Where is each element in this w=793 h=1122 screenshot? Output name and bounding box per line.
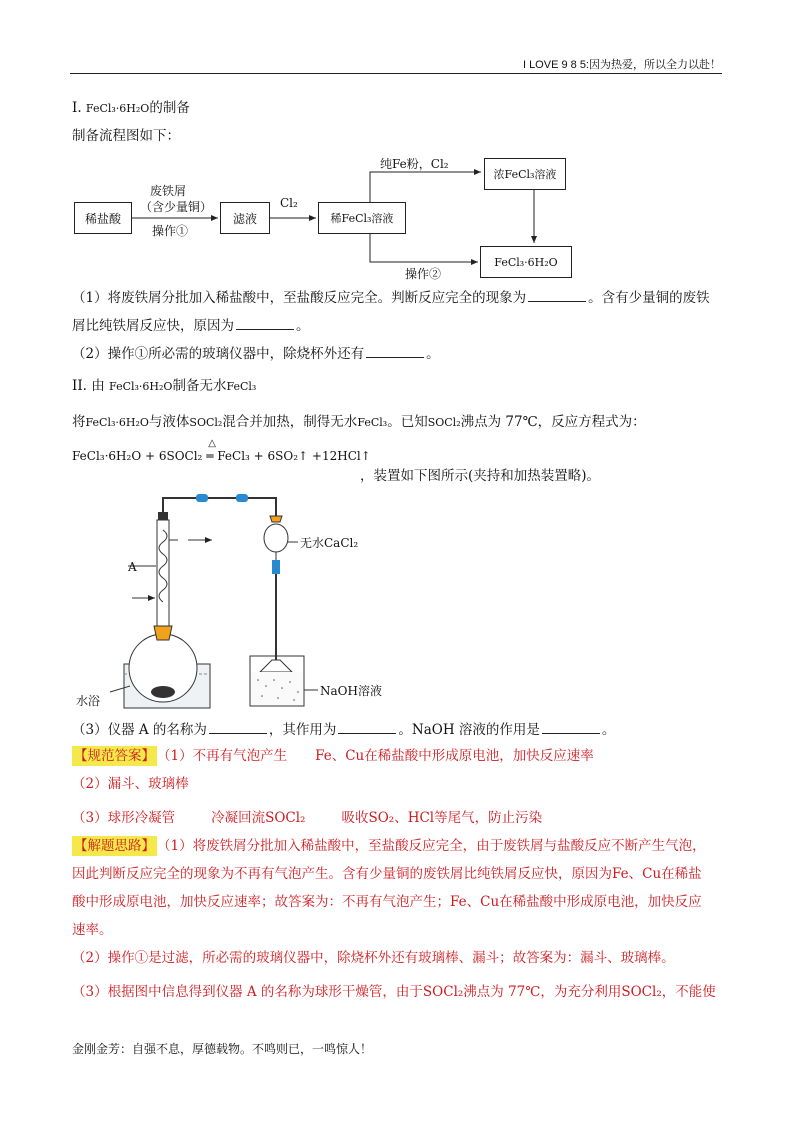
analysis-badge: 【解题思路】 <box>74 838 155 854</box>
flow-label-scrap-note: （含少量铜） <box>140 200 213 214</box>
section-title-text: 的制备 <box>149 100 190 116</box>
flow-box-acid: 稀盐酸 <box>74 202 132 234</box>
reaction-equation: FeCl₃·6H₂O + 6SOCl₂ △ ═ FeCl₃ + 6SO₂↑ +12HCl↑ <box>72 446 371 466</box>
flow-label-cl2: Cl₂ <box>280 196 298 210</box>
q1-text2: 屑比纯铁屑反应快，原因为 <box>72 318 234 334</box>
q3-text: 。 <box>601 722 616 738</box>
label-naoh: NaOH溶液 <box>320 684 382 698</box>
q1-text2-end: 。 <box>296 318 310 334</box>
formula: FeCl₃·6H₂O <box>85 102 150 115</box>
analysis-line2: 因此判断反应完全的现象为不再有气泡产生。含有少量铜的废铁屑比纯铁屑反应快，原因为Fe、Cu在稀盐 <box>72 866 702 882</box>
flow-label-op2: 操作② <box>405 267 442 281</box>
analysis-line6: （3）根据图中信息得到仪器 A 的名称为球形干燥管，由于SOCl₂沸点为 77℃，为充分利用SOCl₂，不能使 <box>72 984 716 1000</box>
intro-text: 将 <box>72 414 86 430</box>
section-number: I. <box>72 100 82 116</box>
page-footer: 金刚金芳：自强不息，厚德载物。不鸣则已，一鸣惊人！ <box>72 1042 373 1056</box>
answer-line1 <box>72 746 594 766</box>
q3-text: （3）仪器 A 的名称为 <box>72 722 207 738</box>
analysis-line1 <box>72 836 706 856</box>
flow-box-dilute: 稀FeCl₃溶液 <box>318 202 406 234</box>
answer-1a: （1）不再有气泡产生 <box>157 748 288 764</box>
label-instrument-a: A <box>128 560 137 574</box>
q3-line <box>72 720 615 740</box>
label-cacl2: 无水CaCl₂ <box>300 536 359 550</box>
answer-line3 <box>72 808 542 828</box>
answer-blank[interactable] <box>338 721 396 734</box>
section2-mid: 制备无水 <box>172 378 227 394</box>
page-header: I LOVE 9 8 5:因为热爱，所以全力以赴！ <box>522 59 721 71</box>
q2-text: （2）操作①所必需的玻璃仪器中，除烧杯外还有 <box>72 346 365 362</box>
q3-text: ，其作用为 <box>268 722 337 738</box>
equation-right: FeCl₃ + 6SO₂↑ +12HCl↑ <box>217 449 371 463</box>
equation-tail: ，装置如下图所示(夹持和加热装置略)。 <box>360 468 601 484</box>
flow-label-scrap: 废铁屑 <box>150 184 187 198</box>
answer-line2: （2）漏斗、玻璃棒 <box>72 776 189 792</box>
intro-text: 混合并加热，制得无水 <box>222 414 358 430</box>
heat-symbol: △ <box>208 438 216 449</box>
analysis-line3: 酸中形成原电池，加快反应速率；故答案为：不再有气泡产生；Fe、Cu在稀盐酸中形成原电池，加快反应 <box>72 894 702 910</box>
intro-text: 与液体 <box>148 414 190 430</box>
label-water-bath: 水浴 <box>76 694 101 708</box>
flow-intro: 制备流程图如下： <box>72 128 180 144</box>
flow-box-filtrate: 滤液 <box>220 202 270 234</box>
answer-blank[interactable] <box>209 721 267 734</box>
answer-3c: 吸收SO₂、HCl等尾气，防止污染 <box>341 810 543 826</box>
formula: FeCl₃·6H₂O <box>109 380 173 393</box>
formula: SOCl₂ <box>189 416 223 429</box>
q1-text: （1）将废铁屑分批加入稀盐酸中，至盐酸反应完全。判断反应完全的现象为 <box>72 290 527 306</box>
formula: FeCl₃ <box>226 380 257 393</box>
intro-text: 。已知 <box>387 414 428 430</box>
flow-label-op1: 操作① <box>152 224 189 238</box>
analysis-line4: 速率。 <box>72 922 113 938</box>
formula: FeCl₃·6H₂O <box>85 416 149 429</box>
answer-badge: 【规范答案】 <box>74 748 155 764</box>
intro-text: 沸点为 77℃，反应方程式为： <box>460 414 646 430</box>
flow-box-product: FeCl₃·6H₂O <box>480 246 572 278</box>
answer-1b: Fe、Cu在稀盐酸中形成原电池，加快反应速率 <box>315 748 594 764</box>
answer-3a: （3）球形冷凝管 <box>72 810 176 826</box>
formula: FeCl₃ <box>357 416 388 429</box>
q1-text-end: 。含有少量铜的废铁 <box>588 290 710 306</box>
equation-left: FeCl₃·6H₂O + 6SOCl₂ <box>72 449 203 463</box>
q2-end: 。 <box>426 346 440 362</box>
flow-box-conc: 浓FeCl₃溶液 <box>484 158 566 190</box>
answer-3b: 冷凝回流SOCl₂ <box>211 810 306 826</box>
flow-label-fe-cl2: 纯Fe粉，Cl₂ <box>380 157 449 171</box>
section2-prefix: II. 由 <box>72 378 105 394</box>
q3-text: 。NaOH 溶液的作用是 <box>398 722 540 738</box>
analysis-text: （1）将废铁屑分批加入稀盐酸中，至盐酸反应完全，由于废铁屑与盐酸反应不断产生气泡， <box>157 838 706 854</box>
formula: SOCl₂ <box>427 416 461 429</box>
answer-blank[interactable] <box>542 721 600 734</box>
analysis-line5: （2）操作①是过滤，所必需的玻璃仪器中，除烧杯外还有玻璃棒、漏斗；故答案为：漏斗、玻璃棒。 <box>72 950 675 966</box>
